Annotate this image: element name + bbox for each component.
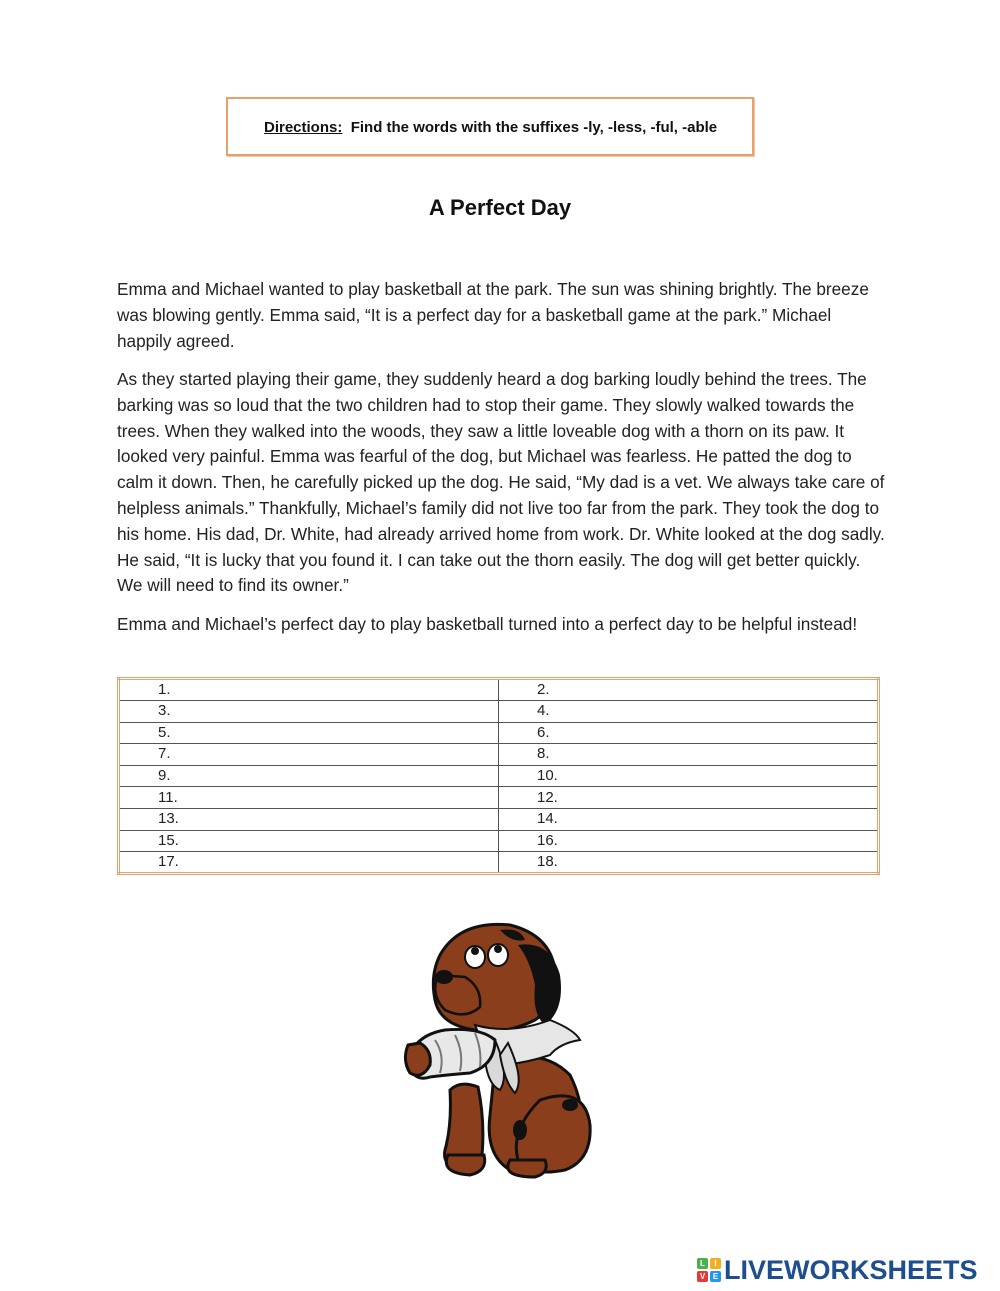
- answer-row: [119, 808, 879, 830]
- logo-block: V: [697, 1271, 708, 1282]
- dog-drawing: [400, 915, 600, 1180]
- directions-label: Directions:: [264, 119, 343, 136]
- answer-cell[interactable]: 4.: [499, 701, 879, 723]
- answer-row: [119, 852, 879, 874]
- answer-cell[interactable]: 1.: [119, 679, 499, 701]
- answer-cell[interactable]: 2.: [499, 679, 879, 701]
- answer-cell[interactable]: 10.: [499, 765, 879, 787]
- page-title: A Perfect Day: [428, 195, 572, 220]
- answer-cell[interactable]: 15.: [119, 830, 499, 852]
- answer-cell[interactable]: 5.: [119, 722, 499, 744]
- injured-dog-illustration: [400, 915, 600, 1180]
- logo-block: E: [710, 1271, 721, 1282]
- directions-text: [264, 119, 717, 136]
- logo-blocks-icon: [697, 1258, 721, 1282]
- answer-cell[interactable]: 6.: [499, 722, 879, 744]
- logo-block: I: [710, 1258, 721, 1269]
- answer-cell[interactable]: 18.: [499, 852, 879, 874]
- answer-cell[interactable]: 3.: [119, 701, 499, 723]
- answer-cell[interactable]: 17.: [119, 852, 499, 874]
- answer-cell[interactable]: 14.: [499, 808, 879, 830]
- answer-row: [119, 722, 879, 744]
- answer-row: [119, 744, 879, 766]
- story-paragraph-1: Emma and Michael wanted to play basketball at the park. The sun was shining brightly. The breeze was blowing gently. Emma said, “It is a perfect day for a basketball game at the park.” Michael happily agreed.: [117, 279, 869, 351]
- answer-row: [119, 701, 879, 723]
- story-paragraph-2: As they started playing their game, they suddenly heard a dog barking loudly behind the trees. The barking was so loud that the two children had to stop their game. They slowly walked towards the trees. When they walked into the woods, they saw a little loveable dog with a thorn on its paw. It looked very painful. Emma was fearful of the dog, but Michael was fearless. He patted the dog to calm it down. Then, he carefully picked up the dog. He said, “My dad is a vet. We always take care of helpless animals.” Thankfully, Michael’s family did not live too far from the park. They took the dog to his home. His dad, Dr. White, had already arrived home from work. Dr. White looked at the dog sadly. He said, “It is lucky that you found it. I can take out the thorn easily. The dog will get better quickly. We will need to find its owner.”: [117, 369, 885, 596]
- answer-cell[interactable]: 12.: [499, 787, 879, 809]
- answer-row: [119, 787, 879, 809]
- answer-table: [117, 677, 880, 875]
- logo-text: LIVEWORKSHEETS: [724, 1254, 978, 1285]
- answer-cell[interactable]: 16.: [499, 830, 879, 852]
- answer-row: [119, 830, 879, 852]
- answer-row: [119, 679, 879, 701]
- directions-box: [226, 97, 754, 156]
- answer-row: [119, 765, 879, 787]
- answer-cell[interactable]: 11.: [119, 787, 499, 809]
- answer-cell[interactable]: 9.: [119, 765, 499, 787]
- logo-block: L: [697, 1258, 708, 1269]
- answer-cell[interactable]: 8.: [499, 744, 879, 766]
- story-paragraph-3: Emma and Michael’s perfect day to play basketball turned into a perfect day to be helpful instead!: [117, 614, 858, 634]
- liveworksheets-logo: [697, 1256, 978, 1284]
- answer-cell[interactable]: 13.: [119, 808, 499, 830]
- answer-cell[interactable]: 7.: [119, 744, 499, 766]
- directions-instruction: Find the words with the suffixes -ly, -less, -ful, -able: [350, 119, 718, 136]
